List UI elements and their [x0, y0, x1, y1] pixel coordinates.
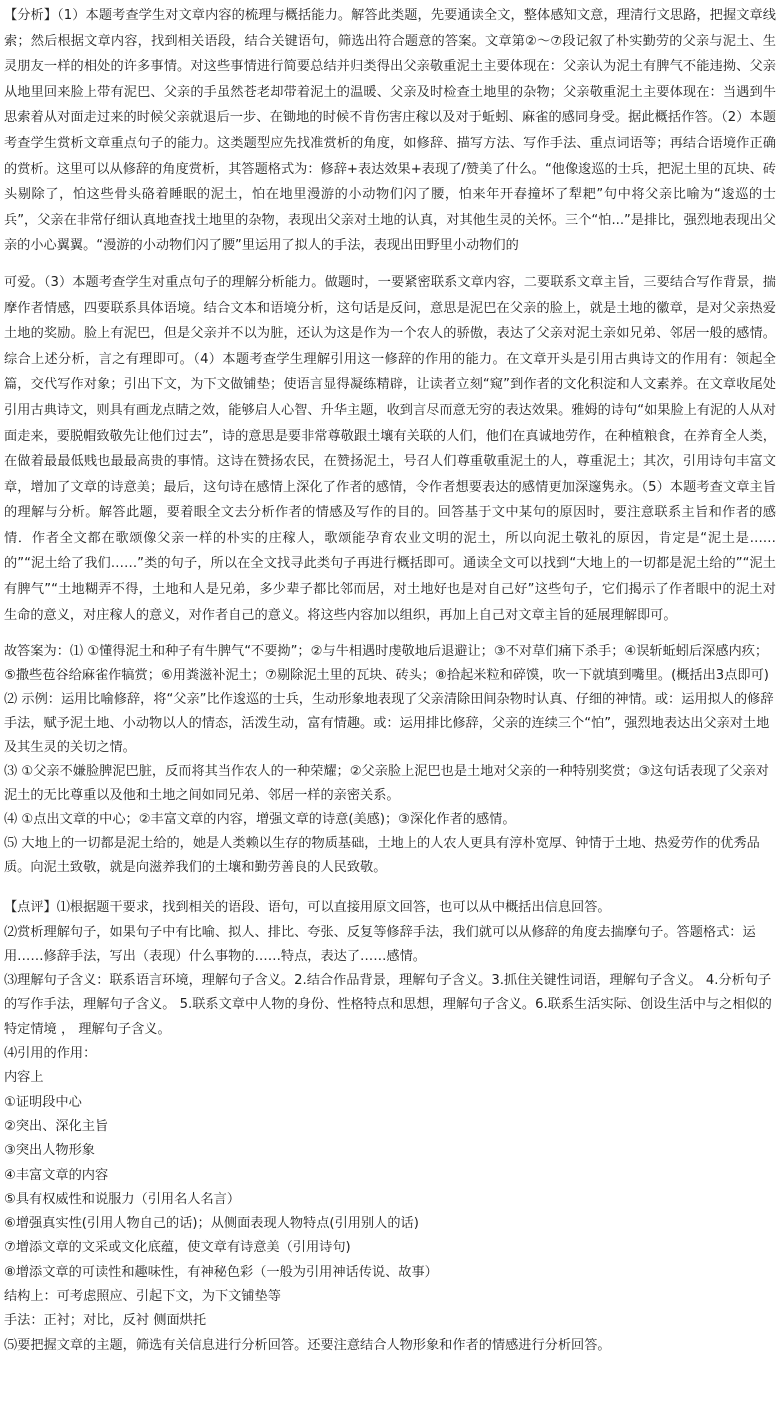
comment-line: ⑥增强真实性(引用人物自己的话)；从侧面表现人物特点(引用别人的话)	[4, 1216, 419, 1232]
answers-section	[0, 640, 780, 880]
answer-5: ⑸ 大地上的一切都是泥土给的，她是人类赖以生存的物质基础，土地上的人农人更具有淳朴宽厚、钟情于土地、热爱劳作的优秀品质。向泥土致敬，就是向滋养我们的土壤和勤劳善良的人民致敬。	[4, 836, 760, 876]
comment-section	[0, 896, 780, 1358]
analysis-paragraph-2: 可爱。（3）本题考查学生对重点句子的理解分析能力。做题时，一要紧密联系文章内容，二要联系文章主旨，三要结合写作背景，揣摩作者情感，四要联系具体语境。结合文本和语境分析，这句话是反问，意思是泥巴在父亲的脸上，就是土地的徽章，是对父亲热爱土地的奖励。脸上有泥巴，但是父亲并不以为脏，还认为这是作为一个农人的骄傲，表达了父亲对泥土亲如兄弟、邻居一般的感情。综合上述分析，言之有理即可。（4）本题考查学生理解引用这一修辞的作用的能力。在文章开头是引用古典诗文的作用有：领起全篇，交代写作对象；引出下文，为下文做铺垫；使语言显得凝练精辟，让读者立刻“窥”到作者的文化积淀和人文素养。在文章收尾处引用古典诗文，则具有画龙点睛之效，能够启人心智、升华主题，收到言尽而意无穷的表达效果。雅姆的诗句“如果脸上有泥的人从对面走来，要脱帽致敬先让他们过去”，诗的意思是要非常尊敬跟土壤有关联的人们，他们在真诚地劳作，在种植粮食，在养育全人类，在做着最最低贱也最最高贵的事情。这诗在赞扬农民，在赞扬泥土，号召人们尊重敬重泥土的人，尊重泥土；其次，引用诗句丰富文章，增加了文章的诗意美；最后，这句诗在感情上深化了作者的感情，令作者想要表达的感情更加深邃隽永。（5）本题考查文章主旨的理解与分析。解答此题，要着眼全文去分析作者的情感及写作的目的。回答基于文中某句的原因时，要注意联系主旨和作者的感情．作者全文都在歌颂像父亲一样的朴实的庄稼人，歌颂能孕育农业文明的泥土，所以向泥土敬礼的原因，肯定是“泥土是……的”“泥土给了我们……”类的句子，所以在全文找寻此类句子再进行概括即可。通读全文可以找到“大地上的一切都是泥土给的”“泥土有脾气”“土地糊弄不得，土地和人是兄弟，多少辈子都比邻而居，对土地好也是对自己好”这些句子，它们揭示了作者眼中的泥土对生命的意义，对庄稼人的意义，对作者自己的意义。将这些内容加以组织，再加上自己对文章主旨的延展理解即可。	[4, 274, 776, 623]
comment-line: ⑧增添文章的可读性和趣味性，有神秘色彩（一般为引用神话传说、故事）	[4, 1264, 438, 1280]
answer-2: ⑵ 示例：运用比喻修辞，将“父亲”比作逡巡的士兵，生动形象地表现了父亲清除田间杂物时认真、仔细的神情。或：运用拟人的修辞手法，赋予泥土地、小动物以人的情态，活泼生动，富有情趣。或：运用排比修辞，父亲的连续三个“怕”，强烈地表达出父亲对土地及其生灵的关切之情。	[4, 692, 774, 756]
comment-line: ⑷引用的作用：	[4, 1046, 97, 1062]
comment-line: ⑸要把握文章的主题，筛选有关信息进行分析回答。还要注意结合人物形象和作者的情感进行分析回答。	[4, 1337, 611, 1353]
comment-line: ⑶理解句子含义：联系语言环境，理解句子含义。2.结合作品背景，理解句子含义。3.抓住关键性词语，理解句子含义。 4.分析句子的写作手法，理解句子含义。 5.联系文章中人物的身份、性格特点和思想，理解句子含义。6.联系生活实际、创设生活中与之相似的特定情境 ， 理解句子含义。	[4, 973, 772, 1037]
comment-line: ⑤具有权威性和说服力（引用名人名言）	[4, 1191, 241, 1207]
comment-line: ②突出、深化主旨	[4, 1118, 109, 1134]
comment-line: 【点评】⑴根据题干要求，找到相关的语段、语句，可以直接用原文回答，也可以从中概括出信息回答。	[4, 900, 611, 916]
comment-line: 手法：正衬；对比，反衬 侧面烘托	[4, 1313, 207, 1329]
comment-line: ①证明段中心	[4, 1094, 82, 1110]
analysis-paragraph-1: 【分析】（1）本题考查学生对文章内容的梳理与概括能力。解答此类题，先要通读全文，整体感知文意，理清行文思路，把握文章线索；然后根据文章内容，找到相关语段，结合关键语句，筛选出符合题意的答案。文章第②～⑦段记叙了朴实勤劳的父亲与泥土、生灵朋友一样的相处的许多事情。对这些事情进行简要总结并归类得出父亲敬重泥土主要体现在：父亲认为泥土有脾气不能违拗、父亲从地里回来脸上带有泥巴、父亲的手虽然苍老却带着泥土的温暖、父亲及时检查土地里的杂物；父亲敬重泥土主要体现在：当遇到牛思索着从对面走过来的时候父亲就退后一步、在锄地的时候不肯伤害庄稼以及对于蚯蚓、麻雀的感同身受。据此概括作答。（2）本题考查学生赏析文章重点句子的能力。这类题型应先找准赏析的角度，如修辞、描写方法、写作手法、重点词语等；再结合语境作正确的赏析。这里可以从修辞的角度赏析，其答题格式为：修辞+表达效果+表现了/赞美了什么。“他像逡巡的士兵，把泥土里的瓦块、砖头剔除了，怕这些骨头硌着睡眠的泥土，怕在地里漫游的小动物们闪了腰，怕来年开春撞坏了犁耙”句中将父亲比喻为“逡巡的士兵”，父亲在非常仔细认真地查找土地里的杂物，表现出父亲对土地的认真，对其他生灵的关怀。三个“怕...”是排比，强烈地表现出父亲的小心翼翼。“漫游的小动物们闪了腰”里运用了拟人的手法，表现出田野里小动物们的	[4, 8, 776, 254]
answer-3: ⑶ ①父亲不嫌脸脾泥巴脏，反而将其当作农人的一种荣耀；②父亲脸上泥巴也是土地对父亲的一种特别奖赏；③这句话表现了父亲对泥土的无比尊重以及他和土地之间如同兄弟、邻居一样的亲密关系。	[4, 764, 769, 804]
comment-line: ⑦增添文章的文采或文化底蕴，使文章有诗意美（引用诗句)	[4, 1240, 351, 1256]
answer-4: ⑷ ①点出文章的中心；②丰富文章的内容，增强文章的诗意(美感)；③深化作者的感情。	[4, 812, 516, 828]
comment-line: ⑵赏析理解句子，如果句子中有比喻、拟人、排比、夸张、反复等修辞手法，我们就可以从修辞的角度去揣摩句子。答题格式：运用……修辞手法，写出（表现）什么事物的……特点，表达了……感情。	[4, 924, 756, 964]
answer-1: 故答案为：⑴ ①懂得泥土和种子有牛脾气“不要拗”；②与牛相遇时虔敬地后退避让；③不对草们痛下杀手；④误斩蚯蚓后深感内疚；⑤撒些苞谷给麻雀作犒赏；⑥用粪滋补泥土；⑦剔除泥土里的瓦块、砖头；⑧拾起米粒和碎馍，吹一下就填到嘴里。(概括出3点即可)	[4, 644, 769, 684]
comment-line: ③突出人物形象	[4, 1143, 95, 1159]
comment-line: ④丰富文章的内容	[4, 1167, 109, 1183]
comment-line: 内容上	[4, 1070, 44, 1086]
comment-line: 结构上：可考虑照应、引起下文，为下文铺垫等	[4, 1289, 281, 1304]
analysis-section	[0, 0, 780, 628]
